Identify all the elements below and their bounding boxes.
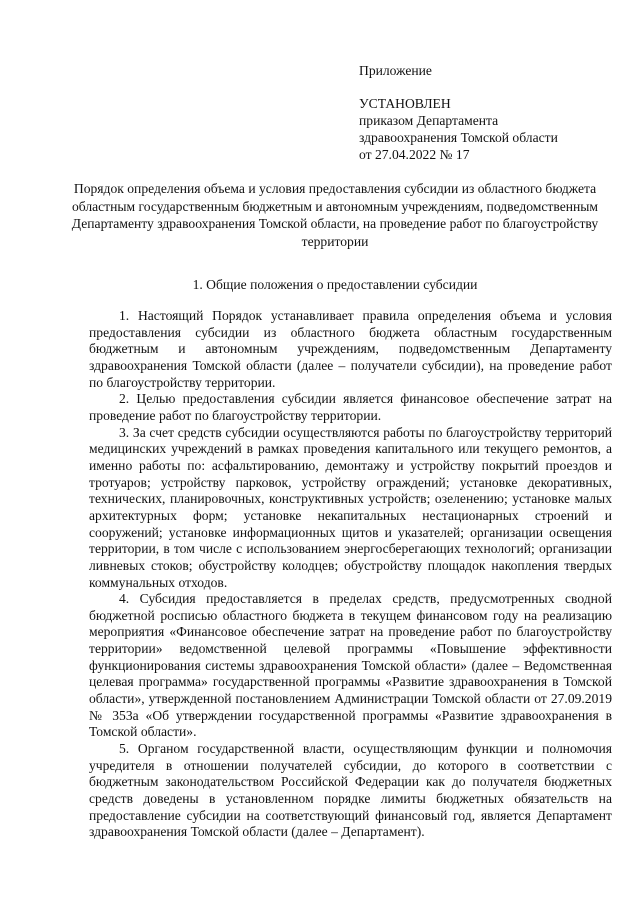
approval-block xyxy=(359,62,619,163)
paragraph: 3. За счет средств субсидии осуществляются работы по благоустройству территорий медицинских учреждений в рамках проведения капитального или текущего ремонтов, а именно работы по: асфальтированию, демонтажу и устройству покрытий проездов и тротуаров; устройству парковок, устройству ограждений; установке декоративных, технических, планировочных, конструктивных устройств; озеленению; установке малых архитектурных форм; установке некапитальных нестационарных строений и сооружений; установке информационных щитов и указателей; организации освещения территории, в том числе с использованием энергосберегающих технологий; организации ливневых стоков; обустройству колодцев; обустройству площадок накопления твердых коммунальных отходов. xyxy=(89,424,612,590)
paragraph: 4. Субсидия предоставляется в пределах средств, предусмотренных сводной бюджетной росписью областного бюджета в текущем финансовом году на реализацию мероприятия «Финансовое обеспечение затрат на проведение работ по благоустройству территории» ведомственной целевой программы «Повышение эффективности функционирования системы здравоохранения Томской области» (далее – Ведомственная целевая программа» государственной программы «Развитие здравоохранения в Томской области», утвержденной постановлением Администрации Томской области от 27.09.2019 № 353а «Об утверждении государственной программы «Развитие здравоохранения в Томской области». xyxy=(89,591,612,740)
appendix-label: Приложение xyxy=(359,63,432,78)
document-title: Порядок определения объема и условия предоставления субсидии из областного бюджета областным государственным бюджетным и автономным учреждениям, подведомственным Департаменту здравоохранения Томской области, на проведение работ по благоустройству территории xyxy=(71,181,599,249)
section-body xyxy=(89,308,612,841)
order-date-number: от 27.04.2022 № 17 xyxy=(359,147,470,162)
paragraph: 2. Целью предоставления субсидии является финансовое обеспечение затрат на проведение работ по благоустройству территории. xyxy=(89,391,612,423)
order-line: здравоохранения Томской области xyxy=(359,130,558,145)
paragraph: 1. Настоящий Порядок устанавливает правила определения объема и условия предоставления субсидии из областного бюджета областным государственным бюджетным и автономным учреждениям, подведомственным Департаменту здравоохранения Томской области (далее – получатели субсидии), на проведение работ по благоустройству территории. xyxy=(89,308,612,390)
paragraph: 5. Органом государственной власти, осуществляющим функции и полномочия учредителя в отношении получателей субсидии, до которого в соответствии с бюджетным законодательством Российской Федерации как до получателя бюджетных средств доведены в установленном порядке лимиты бюджетных обязательств на предоставление субсидии на соответствующий финансовый год, является Департамент здравоохранения Томской области (далее – Департамент). xyxy=(89,741,612,840)
section-heading: 1. Общие положения о предоставлении субсидии xyxy=(192,277,478,292)
approved-label: УСТАНОВЛЕН xyxy=(359,96,451,111)
order-line: приказом Департамента xyxy=(359,113,499,128)
